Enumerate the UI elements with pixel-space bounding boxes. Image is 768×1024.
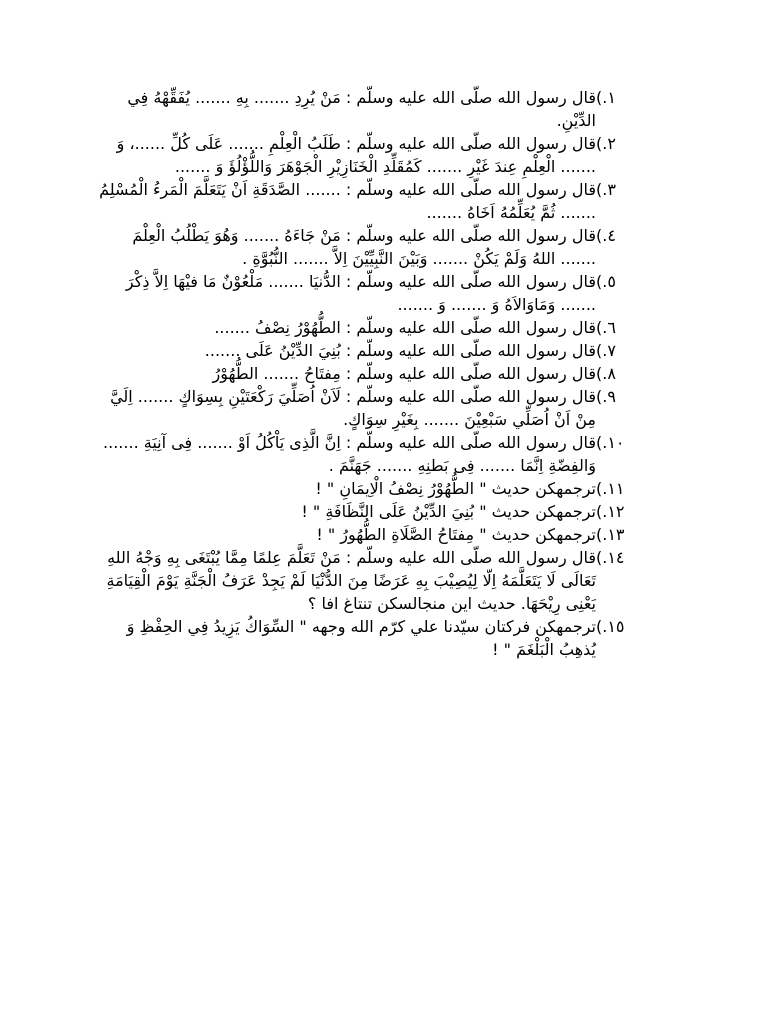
list-item xyxy=(96,362,676,385)
item-text: قال رسول الله صلّى الله عليه وسلّم : مِفتَاحُ ....... الطُّهُوْرُ xyxy=(212,364,596,383)
item-text: ترجمهكن حديث " بُنِيَ الدِّيْنُ عَلَى النَّظَافَةِ " ! xyxy=(301,502,596,521)
list-item xyxy=(96,615,676,661)
item-number: (.٣ xyxy=(596,180,616,199)
list-item xyxy=(96,270,676,316)
item-number: (.١٥ xyxy=(596,617,625,636)
item-number: (.٨ xyxy=(596,364,616,383)
item-text: قال رسول الله صلّى الله عليه وسلّم : اِنَّ الَّذِى يَاْكُلُ اَوْ ....... فِى آنِيَةِ ....... وَالفِضّةِ اِنَّمَا ....... فِى بَطنِهِ ....... جَهَنَّمَ . xyxy=(103,433,596,475)
exercise-list xyxy=(96,86,676,661)
list-item xyxy=(96,477,676,500)
item-number: (.١١ xyxy=(596,479,625,498)
item-text: قال رسول الله صلّى الله عليه وسلّم : مَنْ يُرِدِ ....... بِهِ ....... يُفَقِّهْهُ فِي الدِّيْنِ. xyxy=(127,88,596,130)
list-item xyxy=(96,132,676,178)
list-item xyxy=(96,86,676,132)
item-number: (.٧ xyxy=(596,341,616,360)
item-text: قال رسول الله صلّى الله عليه وسلّم : طَلَبُ الْعِلْمِ ....... عَلَى كُلِّ ......، وَ ....... الْعِلْمِ عِندَ غَيْرِ ....... كَمُقَلِّدِ الْخَنَازِيْرِ الْجَوْهَرَ وَاللُّؤْلُؤَ وَ ....... xyxy=(116,134,596,176)
list-item xyxy=(96,224,676,270)
list-item xyxy=(96,178,676,224)
list-item xyxy=(96,316,676,339)
item-number: (.٦ xyxy=(596,318,616,337)
list-item xyxy=(96,546,676,615)
item-text: قال رسول الله صلّى الله عليه وسلّم : ....... الصَّدَقَةِ اَنْ يَتَعَلَّمَ الْمَرءُ الْمُسْلِمُ ....... ثُمَّ يُعَلِّمُهُ اَخَاهُ ....... xyxy=(99,180,596,222)
item-number: (.١٢ xyxy=(596,502,625,521)
item-number: (.١ xyxy=(596,88,616,107)
item-text: قال رسول الله صلّى الله عليه وسلّم : الطُّهُوْرُ نِصْفُ ....... xyxy=(214,318,596,337)
item-text: قال رسول الله صلّى الله عليه وسلّم : مَنْ تَعَلَّمَ عِلمًا مِمَّا يُبْتَغَى بِهِ وَجْهُ اللهِ تَعَالَى لَا يَتَعَلَّمَهُ اِلّا لِيُصِيْبَ بِهِ عَرَضًا مِنَ الدُّنْيَا لَمْ يَجِدْ عَرَفُ الْجَنَّةِ يَوْمَ الْقِيَامَةِ يَعْنِى رِيْحَهَا. حديث اين منجالسكن تنتاغ افا ؟ xyxy=(106,548,596,613)
item-text: ترجمهكن فركتان سيّدنا علي كرّم الله وجهه " السِّوَاكُ يَزِيدُ فِي الحِفْظِ وَ يُذهِبُ الْبَلْغَمَ " ! xyxy=(126,617,596,659)
item-number: (.١٣ xyxy=(596,525,625,544)
item-text: ترجمهكن حديث " مِفتَاحُ الصَّلَاةِ الطُّهُورُ " ! xyxy=(316,525,596,544)
item-number: (.٩ xyxy=(596,387,616,406)
list-item xyxy=(96,500,676,523)
item-text: قال رسول الله صلّى الله عليه وسلّم : مَنْ جَاءَهُ ....... وَهُوَ يَطْلُبُ الْعِلْمَ ....... اللهُ وَلَمْ يَكُنْ ....... وَبَيْنَ النَّبِيِّيْنَ اِلاَّ ....... النُّبُوَّةِ . xyxy=(132,226,596,268)
item-text: ترجمهكن حديث " الطُّهُوْرُ نِصْفُ الْاِيمَانِ " ! xyxy=(315,479,596,498)
item-number: (.١٠ xyxy=(596,433,625,452)
list-item xyxy=(96,431,676,477)
item-number: (.٤ xyxy=(596,226,616,245)
item-number: (.٢ xyxy=(596,134,616,153)
list-item xyxy=(96,385,676,431)
list-item xyxy=(96,523,676,546)
item-text: قال رسول الله صلّى الله عليه وسلّم : الدُّنيَا ....... مَلْعُوْنٌ مَا فيْهَا اِلاَّ ذِكْرَ ....... وَمَاوَالاَهُ وَ ....... وَ ....... xyxy=(125,272,596,314)
item-text: قال رسول الله صلّى الله عليه وسلّم : بُنِيَ الدِّيْنُ عَلَى ....... xyxy=(204,341,596,360)
list-item xyxy=(96,339,676,362)
item-number: (.٥ xyxy=(596,272,616,291)
item-number: (.١٤ xyxy=(596,548,625,567)
item-text: قال رسول الله صلّى الله عليه وسلّم : لَاَنْ اُصَلِّيَ رَكْعَتَيْنِ بِسِوَاكٍ ....... اِلَيَّ مِنْ اَنْ اُصَلِّي سَبْعِيْنَ ....... بِغَيْرِ سِوَاكٍ. xyxy=(110,387,596,429)
